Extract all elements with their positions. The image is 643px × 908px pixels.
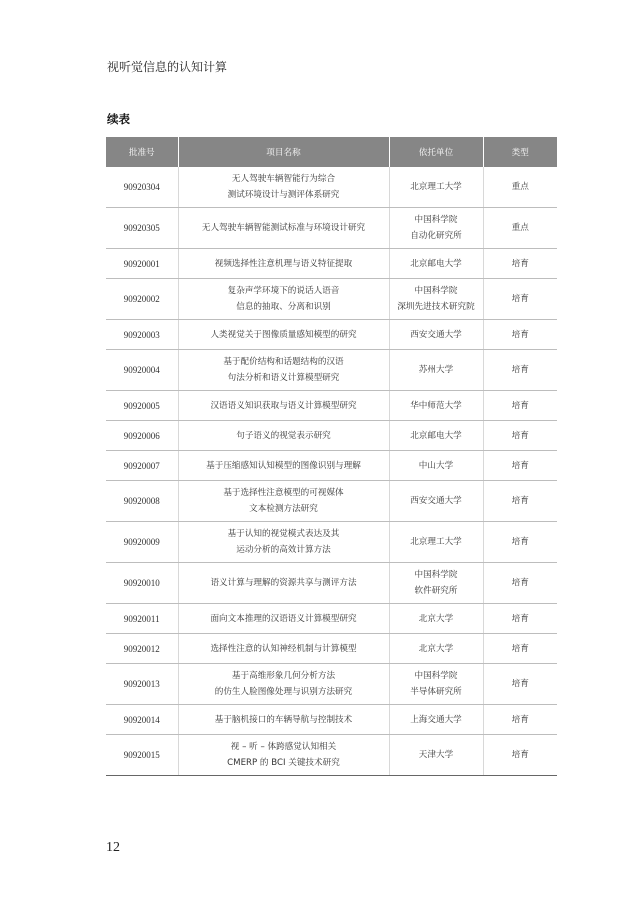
project-name-cell [178, 421, 389, 451]
project-name-cell [178, 208, 389, 249]
host-unit-cell [389, 421, 483, 451]
table-row [106, 391, 557, 421]
type-cell: 培育 [483, 664, 557, 705]
project-name-cell [178, 320, 389, 350]
host-unit-line: 中国科学院 [414, 215, 458, 225]
table-row [106, 563, 557, 604]
host-unit-line: 中山大学 [418, 460, 454, 471]
project-name-line: 语义计算与理解的资源共享与测评方法 [210, 578, 357, 588]
host-unit-cell [389, 350, 483, 391]
host-unit-cell [389, 705, 483, 735]
host-unit-cell [389, 481, 483, 522]
type-cell: 培育 [483, 391, 557, 421]
project-name-line: 人类视觉关于图像质量感知模型的研究 [210, 329, 357, 340]
type-cell: 培育 [483, 522, 557, 563]
type-cell: 重点 [483, 167, 557, 208]
project-name-cell [178, 249, 389, 279]
host-unit-line: 中国科学院 [414, 671, 458, 681]
approval-number-cell: 90920304 [106, 167, 178, 208]
type-cell: 培育 [483, 350, 557, 391]
project-name-line: 基于脑机接口的车辆导航与控制技术 [214, 714, 353, 725]
project-name-cell [178, 705, 389, 735]
host-unit-cell [389, 522, 483, 563]
project-name-cell [178, 279, 389, 320]
project-name-line: 句子语义的视觉表示研究 [236, 430, 331, 441]
project-name-cell [178, 604, 389, 634]
type-cell: 培育 [483, 705, 557, 735]
host-unit-cell [389, 664, 483, 705]
project-name-line: 句法分析和语义计算模型研究 [227, 373, 340, 383]
table-row [106, 421, 557, 451]
type-cell: 培育 [483, 604, 557, 634]
table-row [106, 350, 557, 391]
header-approval-number: 批准号 [106, 137, 178, 167]
table-row [106, 634, 557, 664]
approval-number-cell: 90920013 [106, 664, 178, 705]
project-name-cell [178, 350, 389, 391]
approval-number-cell: 90920009 [106, 522, 178, 563]
project-name-line: 汉语语义知识获取与语义计算模型研究 [210, 400, 357, 411]
project-name-line: 基于选择性注意模型的可视媒体 [223, 488, 344, 498]
table-row [106, 320, 557, 350]
project-name-line: 基于认知的视觉模式表达及其 [227, 529, 340, 539]
approval-number-cell: 90920015 [106, 735, 178, 776]
approval-number-cell: 90920005 [106, 391, 178, 421]
host-unit-cell [389, 604, 483, 634]
host-unit-line: 苏州大学 [418, 365, 454, 375]
type-cell: 培育 [483, 451, 557, 481]
project-name-line: 测试环境设计与测评体系研究 [227, 190, 340, 200]
project-name-line: 无人驾驶车辆智能测试标准与环境设计研究 [201, 223, 366, 233]
page-number: 12 [106, 840, 120, 855]
approval-number-cell: 90920006 [106, 421, 178, 451]
host-unit-cell [389, 249, 483, 279]
host-unit-line: 天津大学 [418, 750, 454, 760]
table-row [106, 522, 557, 563]
project-name-cell [178, 451, 389, 481]
table-row [106, 167, 557, 208]
type-cell: 培育 [483, 481, 557, 522]
host-unit-cell [389, 735, 483, 776]
header-host-unit: 依托单位 [389, 137, 483, 167]
table-row [106, 664, 557, 705]
project-name-line: 运动分析的高效计算方法 [236, 545, 331, 555]
project-table [106, 137, 557, 776]
type-cell: 培育 [483, 421, 557, 451]
table-row [106, 735, 557, 776]
table-row [106, 451, 557, 481]
project-name-line: 无人驾驶车辆智能行为综合 [231, 174, 336, 184]
host-unit-cell [389, 208, 483, 249]
host-unit-cell [389, 320, 483, 350]
approval-number-cell: 90920001 [106, 249, 178, 279]
host-unit-line: 北京大学 [418, 613, 454, 624]
header-project-name: 项目名称 [178, 137, 389, 167]
project-name-line: 的仿生人脸图像处理与识别方法研究 [214, 687, 353, 697]
approval-number-cell: 90920012 [106, 634, 178, 664]
project-name-line: 视频选择性注意机理与语义特征提取 [214, 258, 353, 269]
table-row [106, 249, 557, 279]
host-unit-line: 中国科学院 [414, 570, 458, 580]
section-label: 续表 [107, 112, 130, 126]
table-body [106, 167, 557, 776]
type-cell: 培育 [483, 249, 557, 279]
running-head: 视听觉信息的认知计算 [107, 60, 228, 74]
project-name-line: CMERP 的 BCI 关键技术研究 [227, 758, 340, 768]
host-unit-cell [389, 279, 483, 320]
host-unit-line: 上海交通大学 [410, 714, 462, 725]
project-name-cell [178, 481, 389, 522]
host-unit-line: 北京邮电大学 [410, 430, 462, 441]
host-unit-line: 北京大学 [418, 643, 454, 654]
project-name-line: 视 – 听 – 体跨感觉认知相关 [230, 742, 337, 752]
type-cell: 培育 [483, 279, 557, 320]
host-unit-line: 西安交通大学 [410, 329, 462, 340]
project-name-line: 选择性注意的认知神经机制与计算模型 [210, 643, 357, 654]
approval-number-cell: 90920008 [106, 481, 178, 522]
host-unit-cell [389, 563, 483, 604]
type-cell: 培育 [483, 320, 557, 350]
project-name-cell [178, 735, 389, 776]
host-unit-line: 中国科学院 [414, 286, 458, 296]
host-unit-cell [389, 634, 483, 664]
approval-number-cell: 90920014 [106, 705, 178, 735]
approval-number-cell: 90920003 [106, 320, 178, 350]
type-cell: 培育 [483, 563, 557, 604]
host-unit-line: 半导体研究所 [410, 687, 462, 697]
type-cell: 重点 [483, 208, 557, 249]
host-unit-line: 华中师范大学 [410, 400, 462, 411]
approval-number-cell: 90920002 [106, 279, 178, 320]
table-row [106, 208, 557, 249]
project-name-cell [178, 391, 389, 421]
project-name-cell [178, 522, 389, 563]
approval-number-cell: 90920010 [106, 563, 178, 604]
project-name-cell [178, 563, 389, 604]
project-name-cell [178, 634, 389, 664]
host-unit-line: 深圳先进技术研究院 [397, 302, 475, 312]
project-name-line: 复杂声学环境下的说话人语音 [227, 286, 340, 296]
project-name-line: 面向文本推理的汉语语义计算模型研究 [210, 613, 357, 624]
approval-number-cell: 90920007 [106, 451, 178, 481]
host-unit-cell [389, 391, 483, 421]
approval-number-cell: 90920011 [106, 604, 178, 634]
table-row [106, 604, 557, 634]
project-name-cell [178, 664, 389, 705]
approval-number-cell: 90920305 [106, 208, 178, 249]
table-row [106, 279, 557, 320]
project-name-line: 文本检测方法研究 [249, 504, 318, 514]
host-unit-line: 西安交通大学 [410, 496, 462, 506]
type-cell: 培育 [483, 634, 557, 664]
host-unit-cell [389, 167, 483, 208]
host-unit-line: 北京理工大学 [410, 182, 462, 192]
project-name-cell [178, 167, 389, 208]
project-name-line: 基于压缩感知认知模型的图像识别与理解 [206, 460, 361, 471]
approval-number-cell: 90920004 [106, 350, 178, 391]
table-row [106, 705, 557, 735]
type-cell: 培育 [483, 735, 557, 776]
host-unit-line: 北京邮电大学 [410, 258, 462, 269]
table-header-row [106, 137, 557, 167]
header-type: 类型 [483, 137, 557, 167]
project-name-line: 基于高维形象几何分析方法 [231, 671, 336, 681]
project-name-line: 基于配价结构和话题结构的汉语 [223, 357, 344, 367]
host-unit-cell [389, 451, 483, 481]
host-unit-line: 软件研究所 [414, 586, 458, 596]
project-name-line: 信息的抽取、分离和识别 [236, 302, 331, 312]
host-unit-line: 北京理工大学 [410, 537, 462, 547]
host-unit-line: 自动化研究所 [410, 231, 462, 241]
table-row [106, 481, 557, 522]
